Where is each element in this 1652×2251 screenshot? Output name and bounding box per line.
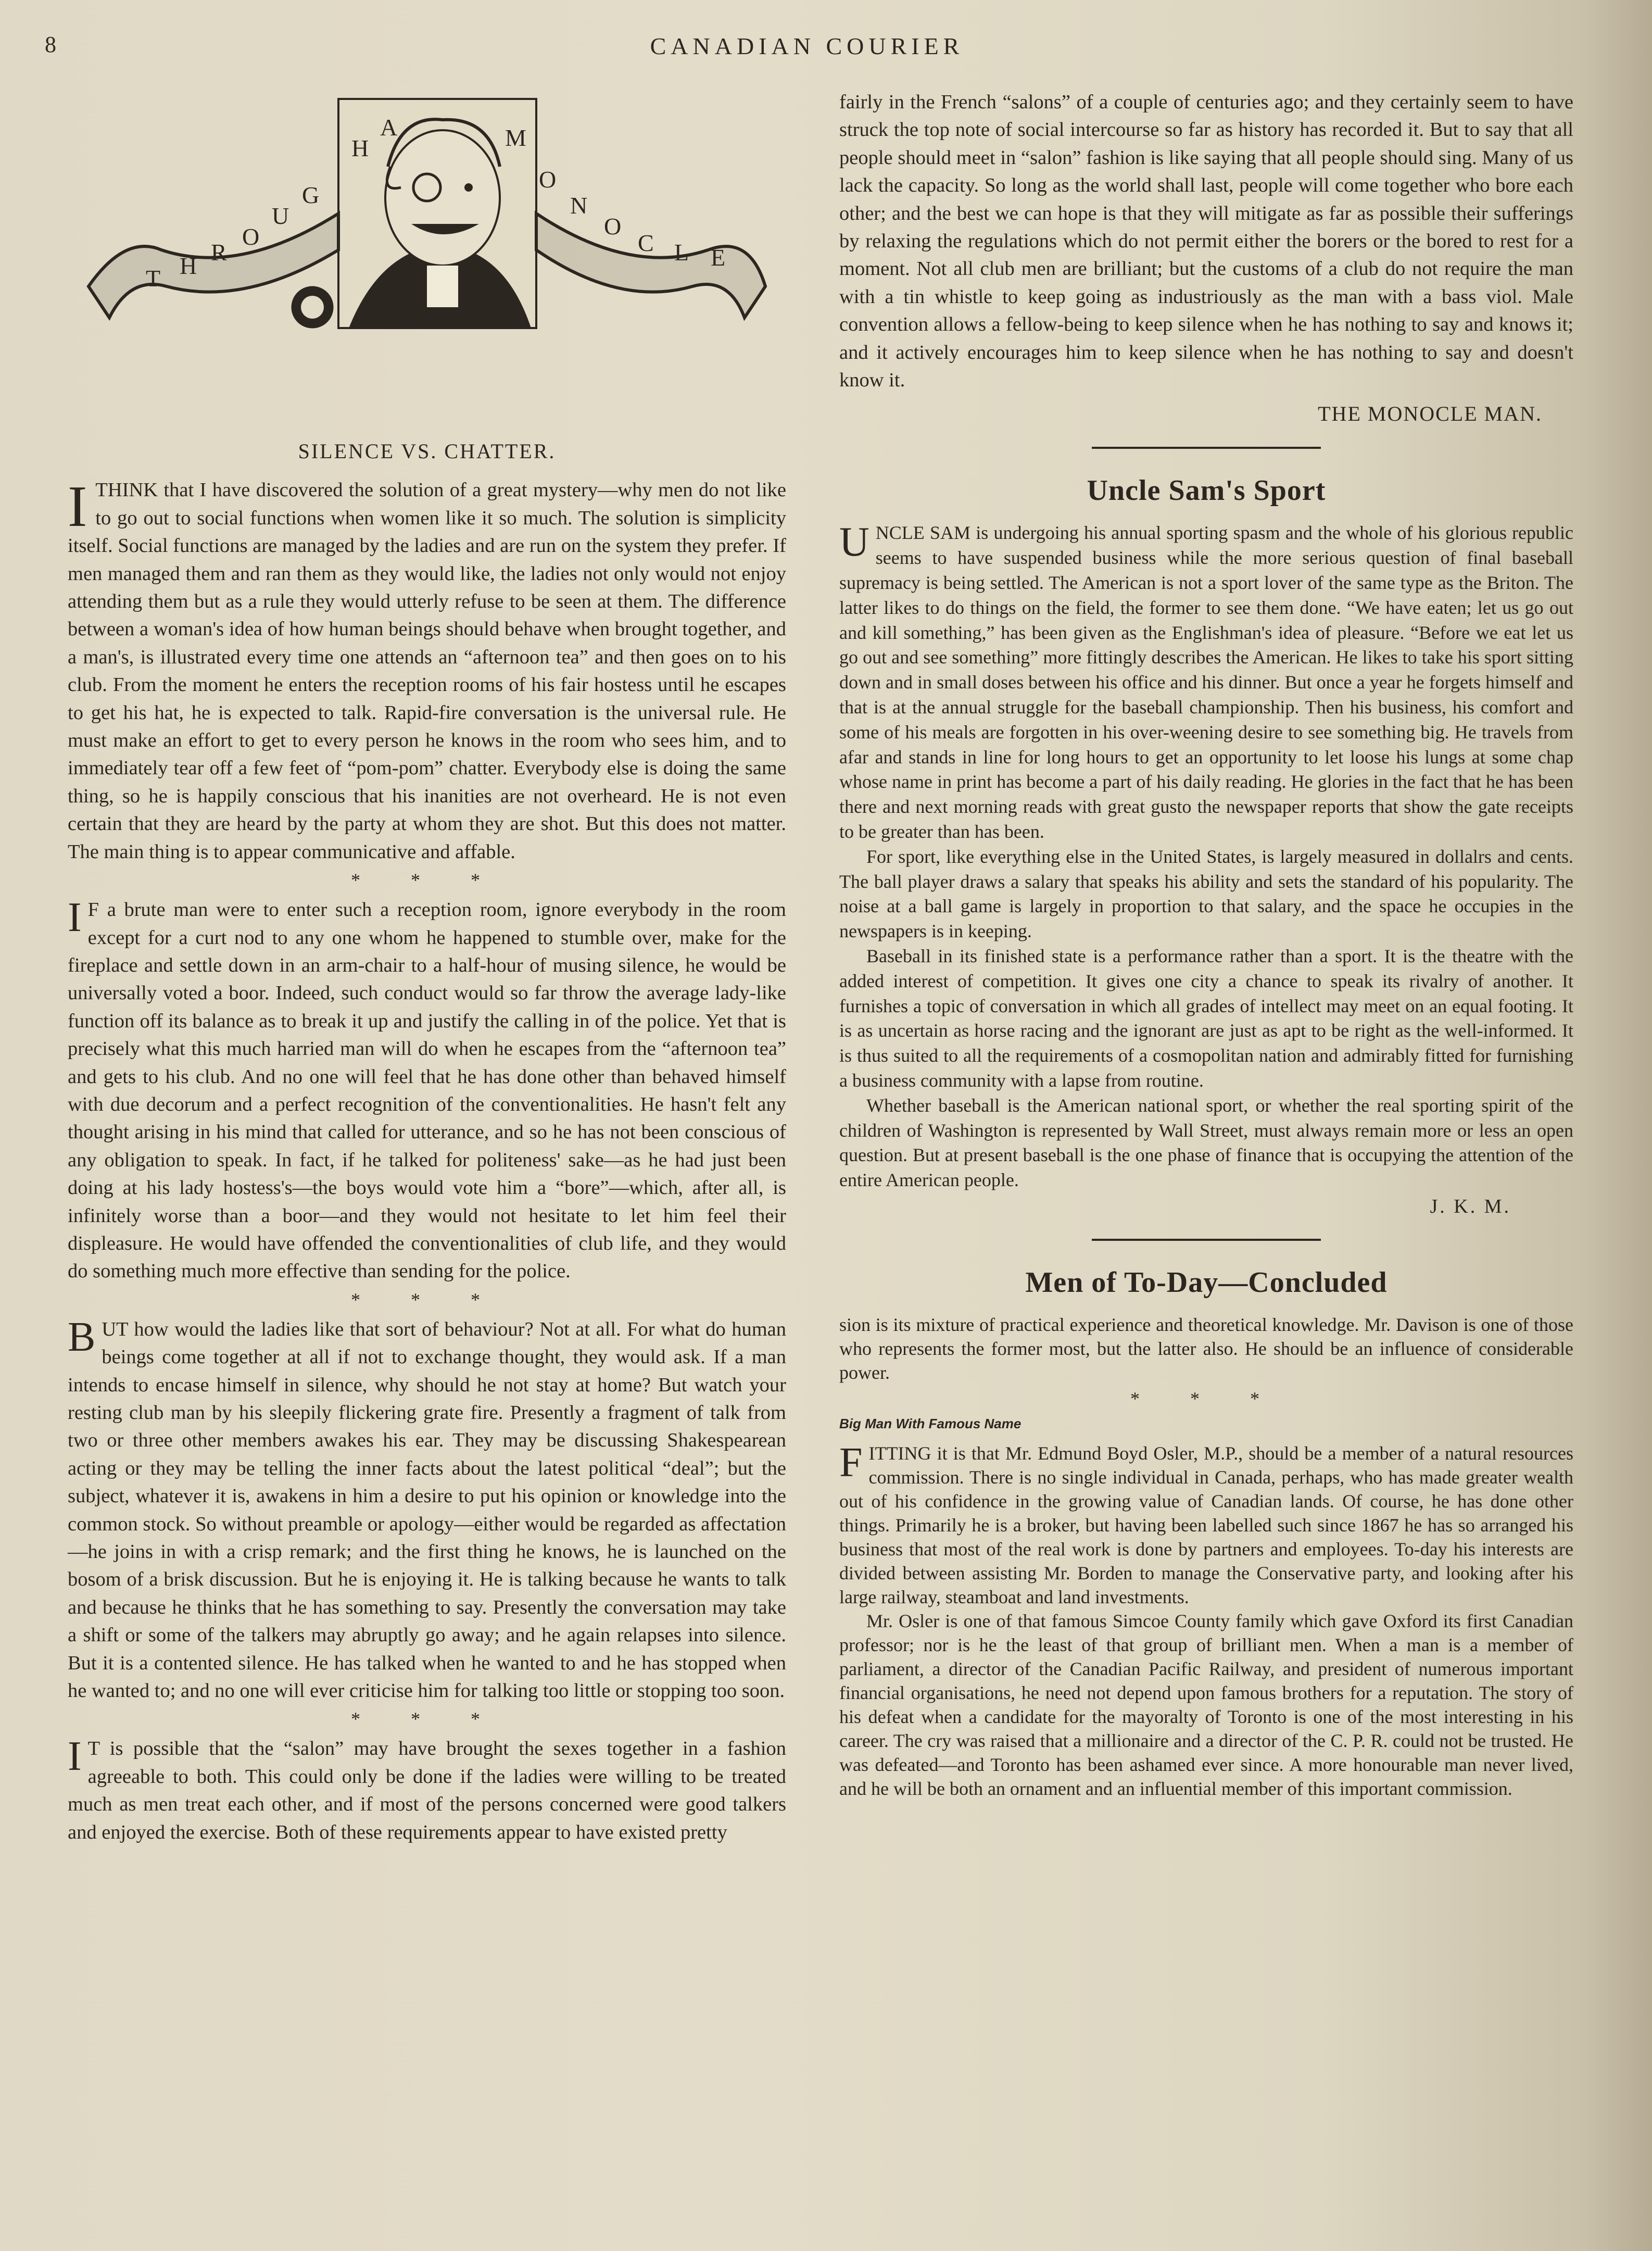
drop-cap: I (68, 895, 82, 941)
drop-cap: I (68, 1733, 82, 1780)
section-rule (1092, 1239, 1321, 1241)
monocle-paragraph: BUT how would the ladies like that sort of behaviour? Not at all. For what do human beings come together at all if not to exchange thought, they would ask. If a man intends to encase himself in silence, why should he not stay at home? But watch your resting club man by his sleepily flickering grate fire. Presently a fragment of talk from two or three other members awakes his ear. They may be discussing Shakespearean acting or they may be telling the inner facts about the latest political “deal”; but the subject, whatever it is, awakens in him a desire to put his opinion or knowledge into the common stock. So without preamble or apology—either would be regarded as affectation—he joins in with a crisp remark; and the first thing he knows, he is launched on the bosom of a brisk discussion. But he is enjoying it. He is talking because he wants to talk and because he thinks that he has something to say. Presently the conversation may take a shift or some of the talkers may abruptly go away; and he again relapses into silence. But it is a contented silence. He has talked when he wanted to and he has stopped when he wanted to; and no one will ever criticise him for talking too little or stopping too soon. (68, 1314, 786, 1702)
banner-letter: N (570, 192, 588, 219)
uncle-sam-paragraph: Whether baseball is the American national sport, or whether the real sporting spirit of the children of Washington is represented by Wall Street, must always remain more or less an open question. But at present baseball is the one phase of finance that is occupying the attention of the entire American people. (839, 1095, 1573, 1191)
banner-letter: E (711, 244, 726, 271)
men-of-today-subhead: Big Man With Famous Name (839, 1415, 1022, 1431)
monocle-paragraph: I T is possible that the “salon” may have brought the sexes together in a fashion agreeable to both. This could only be done if the ladies were willing to be treated much as men treat each other, and if most of the persons concerned were good talkers and enjoyed the exercise. Both of these requirements appear to have existed pretty (68, 1733, 786, 1843)
left-column (68, 78, 786, 1846)
running-head: CANADIAN COURIER (650, 33, 964, 59)
section-separator: * * * (1130, 1388, 1282, 1409)
section-separator: * * * (351, 1708, 503, 1730)
monocle-paragraph: I F a brute man were to enter such a reception room, ignore everybody in the room except for a curt nod to any one whom he happened to stumble over, make for the fireplace and settle down in an arm-chair to a half-hour of musing silence, he would be universally voted a boor. Indeed, such conduct would so far throw the average lady-like function off its balance as to break it up and justify the calling in of the police. Yet that is precisely what this much harried man will do when he escapes from the “afternoon tea” and gets to his club. And no one will feel that he has done other than behaved himself with due decorum and a perfect recognition of the conventionalities. He hasn't felt any thought arising in his mind that called for utterance, and so he has not been conscious of any obligation to speak. In fact, if he talked for politeness' sake—as he had just been doing at his lady hostess's—the boys would vote him a “bore”—which, after all, is infinitely worse than a boor—and they would not hesitate to let him feel their displeasure. He would have offended the conventionalities of club life, and they would do something much more effective than sending for the police. (68, 895, 786, 1282)
banner-letter: O (604, 213, 622, 240)
drop-cap: U (839, 519, 869, 565)
right-column (839, 89, 1573, 1801)
man-with-monocle-illustration (292, 99, 536, 328)
uncle-sam-paragraph: Baseball in its finished state is a performance rather than a sport. It is the theatre with the added interest of competition. It gives one city a chance to speak its rivalry of another. It furnishes a topic of conversation in which all grades of intellect may meet on an equal footing. It is as uncertain as horse racing and the ignorant are just as apt to be right as the well-informed. It is thus suited to all the requirements of a cosmopolitan nation and admirably fitted for furnishing a business community with a lapse from routine. (839, 946, 1573, 1091)
monocle-paragraph: ITHINK that I have discovered the solution of a great mystery—why men do not like to go out to social functions when women like it so much. The solution is simplicity itself. Social functions are managed by the ladies and are run on the system they prefer. If men managed them and ran them as they would like, the ladies not only would not enjoy attending them but as a rule they would utterly refuse to be seen at them. The difference between a woman's idea of how human beings should behave when brought together, and a man's, is illustrated every time one attends an “afternoon tea” and then goes on to his club. From the moment he enters the reception rooms of his fair hostess until he escapes to get his hat, he is expected to talk. Rapid-fire conversation is the universal rule. He must make an effort to get to every person he knows in the room who sees him, and to immediately tear off a few feet of “pom-pom” chatter. Everybody else is doing the same thing, so he is happily conscious that his inanities are not overheard. He is not even certain that they are heard by the party at whom they are shot. But this does not matter. The main thing is to appear communicative and affable. (68, 474, 786, 863)
uncle-sam-headline: Uncle Sam's Sport (1087, 474, 1326, 507)
men-of-today-paragraph: FITTING it is that Mr. Edmund Boyd Osler, M.P., should be a member of a natural resources commission. There is no single individual in Canada, perhaps, who has made greater wealth out of his confidence in the growing value of Canadian lands. Of course, he has done other things. Primarily he is a broker, but having been labelled such since 1867 he has so arranged his business that most of the real work is done by partners and employees. To-day his interests are divided between assisting Mr. Borden to manage the Conservative party, and looking after his large railway, steamboat and land investments. (839, 1439, 1573, 1607)
banner-letter: L (674, 239, 689, 266)
section-rule (1092, 447, 1321, 449)
banner-letter: H (351, 135, 369, 161)
through-a-monocle-banner (68, 78, 786, 359)
banner-letter: O (539, 166, 557, 193)
men-of-today-paragraph: sion is its mixture of practical experience and theoretical knowledge. Mr. Davison is one of those who represents the former most, but the latter also. He should be an influence of considerable power. (839, 1314, 1573, 1383)
drop-cap: I (68, 474, 87, 539)
banner-letter: U (272, 203, 289, 229)
monocle-signoff: THE MONOCLE MAN. (1318, 402, 1542, 426)
uncle-sam-paragraph: For sport, like everything else in the United States, is largely measured in dollalrs and cents. The ball player draws a salary that speaks his ability and sets the standard of his popularity. The noise at a ball game is largely in proportion to that salary, and the space he occupies in the newspapers is in keeping. (839, 846, 1573, 942)
uncle-sam-author-initials: J. K. M. (1430, 1195, 1511, 1217)
monocle-paragraph-continued: fairly in the French “salons” of a couple of centuries ago; and they certainly seem to have struck the top note of social intercourse so far as history has recorded it. But to say that all people should meet in “salon” fashion is like saying that all people should sing. Many of us lack the capacity. So long as the world shall last, people will come together who bore each other; and the best we can hope is that they will mitigate as far as possible their sufferings by relaxing the regulations which do not permit either the borers or the bored to rest for a moment. Not all club men are brilliant; but the customs of a club do not require the man with a tin whistle to keep going as industriously as the man with a bass viol. Male convention allows a fellow-being to keep silence when he has nothing to say and knows it; and it actively encourages him to keep silence when he has nothing to say and doesn't know it. (839, 91, 1573, 392)
banner-letter: O (242, 223, 260, 250)
section-separator: * * * (351, 1289, 503, 1310)
banner-letter: H (180, 253, 197, 279)
banner-letter: M (505, 124, 526, 151)
banner-letter: C (638, 230, 654, 256)
banner-letter: A (380, 114, 398, 141)
page-number: 8 (45, 32, 56, 57)
banner-letter: R (211, 239, 227, 266)
drop-cap: F (839, 1439, 863, 1486)
uncle-sam-paragraph: UNCLE SAM is undergoing his annual sporting spasm and the whole of his glorious republic seems to have suspended business while the more serious question of final baseball supremacy is being settled. The American is not a sport lover of the same type as the Briton. The latter likes to do things on the field, the former to see them done. “We have eaten; let us go out and kill something,” has been given as the Englishman's idea of pleasure. “Before we eat let us go out and see something” more fittingly describes the American. He likes to take his sport sitting down and in small doses between his office and his dinner. But once a year he forgets himself and that is at the annual struggle for the baseball championship. Then his business, his comfort and some of his meals are forgotten in his over-weening desire to see something big. He travels from afar and stands in line for long hours to get an opportunity to let loose his lungs at some chap whose name in print has become a part of his daily reading. He glories in the fact that he has been there and next morning reads with great gusto the newspaper reports that show the gate receipts to be greater than has been. (839, 519, 1573, 842)
section-title: SILENCE VS. CHATTER. (298, 439, 556, 463)
banner-letter: T (146, 265, 161, 292)
section-separator: * * * (351, 870, 503, 891)
men-of-today-paragraph: Mr. Osler is one of that famous Simcoe County family which gave Oxford its first Canadian professor; nor is he the least of that group of brilliant men. When a man is a member of parliament, a director of the Canadian Pacific Railway, and president of numerous important financial organisations, he need not depend upon famous brothers for a reputation. The story of his defeat when a candidate for the mayoralty of Toronto is one of the most interesting in his career. The cry was raised that a millionaire and a director of the C. P. R. could not be trusted. He was defeated—and Toronto has been ashamed ever since. A more honourable man never lived, and he will be both an ornament and an influential member of this important commission. (839, 1610, 1573, 1799)
men-of-today-headline: Men of To-Day—Concluded (1025, 1266, 1388, 1299)
banner-letter: G (302, 182, 320, 208)
drop-cap: B (68, 1314, 96, 1360)
